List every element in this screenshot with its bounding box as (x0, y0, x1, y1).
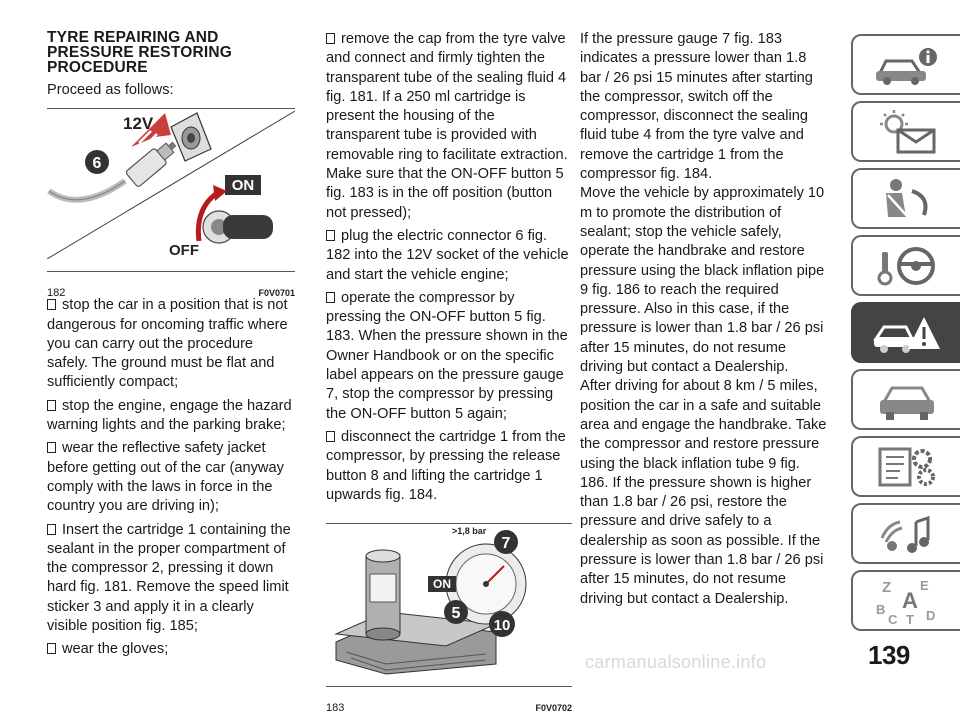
svg-text:A: A (901, 587, 918, 613)
key-steering-wheel-icon (872, 244, 942, 288)
list-item: remove the cap from the tyre valve and connect and firmly tighten the transparent tube of the sealing fluid 4 fig. 181. If a 250 ml cartridge is present the housing of the transparent tube is provided with removable ring to facilitate extraction. Make sure that the ON-OFF button 5 fig. 183 is in the off position (button not pressed); (326, 31, 568, 221)
fig183-callout-10: 10 (493, 617, 511, 635)
list-item: stop the engine, engage the hazard warning lights and the parking brake; (47, 397, 292, 434)
list-item: wear the gloves; (47, 640, 295, 659)
tab-warning-lights[interactable] (851, 101, 960, 162)
page-title: TYRE REPAIRING AND PRESSURE RESTORING PROCEDURE (47, 29, 233, 76)
tab-starting-and-driving[interactable] (851, 235, 960, 296)
list-item: plug the electric connector 6 fig. 182 into the 12V socket of the vehicle and start the vehicle engine; (326, 227, 569, 283)
fig182-callout-6: 6 (92, 155, 102, 173)
paragraph: After driving for about 8 km / 5 miles, position the car in a safe and suitable area and engage the handbrake. Take the compressor and restore pressure using the black inflation tube 9 fig. 186. If the pressure shown is higher than 1.8 bar / 26 psi, restore the pressure and drive safely to a dealership as soon as possible. If the pressure is lower than 1.8 bar / 26 psi after 15 minutes, do not resume driving but contact a Dealership. (580, 378, 827, 607)
figure-182-code: F0V0701 (258, 288, 295, 299)
list-item: Insert the cartridge 1 containing the sealant in the proper compartment of the compressor 2, pressing it down hard fig. 181. Remove the speed limit sticker 3 and apply it in a clearly visible position fig. 185; (47, 521, 291, 635)
svg-text:E: E (919, 577, 929, 593)
checkbox-bullet-icon (326, 292, 335, 303)
fig182-on-label: ON (231, 177, 255, 195)
tab-knowing-the-car[interactable] (851, 34, 960, 95)
fig183-callout-5: 5 (451, 605, 461, 623)
paragraph: Move the vehicle by approximately 10 m to promote the distribution of sealant; stop the vehicle safely, operate the handbrake and restore pressure using the black inflation pipe 9 fig. 186 to reach the required pressure. Also in this case, if the pressure is lower than 1.8 bar / 26 psi after 15 minutes, do not resume driving but contact a Dealership. (580, 185, 825, 376)
list-item: stop the car in a position that is not dangerous for oncoming traffic where you can carry out the procedure safely. The ground must be flat and sufficiently compact; (47, 297, 288, 391)
fig182-12v-label: 12V (123, 114, 154, 134)
tab-servicing-and-care[interactable] (851, 369, 960, 430)
figure-182-illustration (47, 109, 295, 259)
svg-text:C: C (887, 611, 897, 626)
column-right (580, 30, 830, 609)
figure-182 (47, 108, 295, 300)
svg-text:T: T (905, 611, 914, 626)
fig182-off-label: OFF (169, 242, 199, 260)
figure-182-number: 182 (47, 287, 66, 300)
warning-lights-icon (872, 110, 942, 154)
figure-183-code: F0V0702 (535, 703, 572, 714)
svg-text:B: B (875, 601, 885, 617)
svg-text:Z: Z (881, 578, 891, 596)
fig183-callout-7: 7 (501, 535, 511, 553)
checkbox-bullet-icon (47, 299, 56, 310)
column-middle (326, 30, 572, 715)
figure-183-illustration (326, 524, 572, 682)
chapter-sidebar (851, 34, 960, 637)
column-left (47, 30, 295, 664)
checkbox-bullet-icon (326, 33, 335, 44)
multimedia-icon (872, 512, 942, 556)
checkbox-bullet-icon (47, 442, 56, 453)
list-item: disconnect the cartridge 1 from the compressor, by pressing the release button 8 and lifting the cartridge 1 upwards fig. 184. (326, 428, 566, 503)
alphabetical-index-icon (872, 576, 942, 626)
checkbox-bullet-icon (47, 524, 56, 535)
car-info-icon (872, 43, 942, 87)
tab-in-an-emergency[interactable] (851, 302, 960, 363)
technical-data-icon (872, 445, 942, 489)
tab-technical-specifications[interactable] (851, 436, 960, 497)
tab-safety[interactable] (851, 168, 960, 229)
figure-183-number: 183 (326, 702, 345, 715)
watermark: carmanualsonline.info (585, 652, 767, 672)
tab-index[interactable] (851, 570, 960, 631)
paragraph: If the pressure gauge 7 fig. 183 indicates a pressure lower than 1.8 bar / 26 psi 15 minutes after starting the compressor, switch off the compressor, disconnect the sealing fluid tube 4 from the tyre valve and remove the cartridge 1 from the compressor fig. 184. (580, 31, 813, 183)
car-maintenance-icon (872, 378, 942, 422)
list-item: wear the reflective safety jacket before getting out of the car (anyway comply with the laws in force in the country you are driving in); (47, 440, 284, 515)
figure-183 (326, 523, 572, 715)
checkbox-bullet-icon (47, 643, 56, 654)
svg-text:D: D (925, 607, 935, 623)
emergency-breakdown-icon (872, 311, 942, 355)
fig183-pressure-label: >1,8 bar (452, 526, 487, 537)
intro-text: Proceed as follows: (47, 82, 174, 98)
page-number: 139 (868, 640, 910, 670)
checkbox-bullet-icon (47, 400, 56, 411)
list-item: operate the compressor by pressing the ON-OFF button 5 fig. 183. When the pressure shown in the Owner Handbook or on the specific label appears on the pressure gauge 7, stop the compressor by pressing the ON-OFF button 5 again; (326, 289, 568, 422)
tab-multimedia[interactable] (851, 503, 960, 564)
checkbox-bullet-icon (326, 431, 335, 442)
checkbox-bullet-icon (326, 230, 335, 241)
fig183-on-label: ON (433, 577, 451, 592)
seat-safety-icon (872, 177, 942, 221)
